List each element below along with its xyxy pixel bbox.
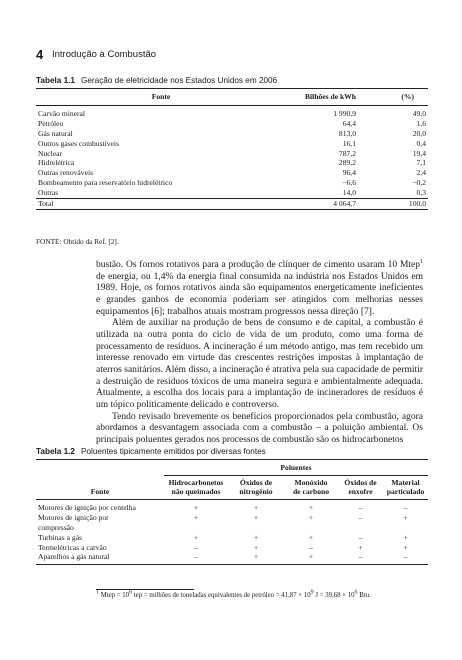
table-row xyxy=(36,105,428,118)
table-row xyxy=(36,543,428,553)
cell-value: + xyxy=(403,542,408,552)
table-row xyxy=(36,149,428,159)
cell-source: Aparelhos a gás natural xyxy=(36,552,164,564)
cell-source: Motores de ignição por centelha xyxy=(38,502,136,512)
cell-value: + xyxy=(358,542,363,552)
cell-value: – xyxy=(164,552,228,564)
table-1-label: Tabela 1.1 xyxy=(36,76,75,85)
group-header-poluentes: Poluentes xyxy=(164,460,428,476)
header-line: Óxidos de xyxy=(344,477,377,487)
table-row xyxy=(36,188,428,198)
table-row xyxy=(36,178,428,188)
footnote-divider xyxy=(96,589,194,590)
cell-value: + xyxy=(193,512,199,522)
table-1-caption xyxy=(36,76,277,85)
cell-value: + xyxy=(193,532,199,542)
paragraph-pollution: Tendo revisado brevemente os benefícios proporcionados pela combustão, agora abordamos a desvantagem associada com a combustão – a poluição ambiental. Os principais poluentes gerados nos processos de combustão são os hidrocarbonetos xyxy=(96,411,423,445)
cell-value: – xyxy=(383,552,428,564)
table-1-source: FONTE: Obtido da Ref. [2]. xyxy=(36,237,119,246)
cell-percent: 0,4 xyxy=(416,138,426,148)
cell-value: + xyxy=(403,512,408,522)
table-row xyxy=(36,158,428,168)
footnote-text: Btu. xyxy=(357,592,371,599)
table-2-caption xyxy=(36,447,266,456)
cell-value: – xyxy=(358,512,363,522)
cell-kwh: 96,4 xyxy=(342,168,356,178)
cell-kwh: 14,0 xyxy=(342,188,356,198)
cell-kwh: 289,2 xyxy=(338,158,356,168)
cell-total-label: Total xyxy=(36,199,286,210)
cell-value: + xyxy=(253,542,259,552)
header-line: Hidrocarbonetos xyxy=(168,477,224,487)
cell-source xyxy=(36,513,164,533)
cell-percent: 1,6 xyxy=(416,118,426,128)
cell-source: Termelétricas a carvão xyxy=(38,542,107,552)
cell-kwh: 787,2 xyxy=(338,148,356,158)
cell-source: Turbinas a gás xyxy=(38,532,83,542)
cell-value: – xyxy=(358,502,363,512)
footnote xyxy=(96,589,371,599)
footnote-exponent: 6 xyxy=(354,589,358,596)
cell-kwh: −6,6 xyxy=(342,178,356,188)
col-header-hydrocarbons xyxy=(164,475,228,499)
source-line: Motores de ignição por xyxy=(38,512,109,522)
header-line: nitrogênio xyxy=(239,487,273,497)
table-1-header-row xyxy=(36,89,428,106)
table-row xyxy=(36,513,428,533)
cell-source: Hidrelétrica xyxy=(38,158,75,168)
footnote-ref: 1 xyxy=(420,258,423,265)
cell-source: Outras renováveis xyxy=(38,168,94,178)
cell-value: + xyxy=(253,512,259,522)
cell-percent: 2,4 xyxy=(416,168,426,178)
body-text xyxy=(96,260,423,447)
cell-value: – xyxy=(358,532,363,542)
header-spacer xyxy=(36,460,164,476)
header-line: Óxidos de xyxy=(239,477,273,487)
cell-kwh: 813,0 xyxy=(338,128,356,138)
cell-source: Outros gases combustíveis xyxy=(38,138,119,148)
col-header-fonte: Fonte xyxy=(90,487,110,497)
col-header-particulate xyxy=(383,475,428,499)
running-head: Introdução à Combustão xyxy=(52,49,157,60)
page-number: 4 xyxy=(36,47,44,62)
cell-value: + xyxy=(228,552,284,564)
cell-value: – xyxy=(338,552,383,564)
cell-value: + xyxy=(308,512,314,522)
table-2-title: Poluentes tipicamente emitidos por diversas fontes xyxy=(81,447,266,456)
cell-value: – xyxy=(403,502,408,512)
paragraph-incineration: Além de auxiliar na produção de bens de consumo e de capital, a combustão é utilizada na outra ponta do ciclo de vida de um produto, como uma forma de processamento de resíduos. A incineração é um método antigo, mas tem recebido um interesse renovado em virtude das crescentes restrições impostas à implantação de aterros sanitários. Além disso, a incineração é atrativa pela sua capacidade de permitir a destruição de resíduos tóxicos de uma maneira segura e ambientalmente adequada. Atualmente, a escolha dos locais para a implantação de incineradores de resíduos é um tópico politicamente delicado e controverso. xyxy=(96,318,423,410)
table-row xyxy=(36,119,428,129)
header-line: Material xyxy=(391,477,420,487)
cell-value: + xyxy=(253,532,259,542)
col-header-sox xyxy=(338,475,383,499)
table-row xyxy=(36,129,428,139)
cell-kwh: 16,1 xyxy=(342,138,356,148)
cell-value: – xyxy=(309,542,313,552)
cell-source: Outras xyxy=(38,188,59,198)
cell-percent: 20,0 xyxy=(412,128,426,138)
table-row xyxy=(36,499,428,512)
table-2-label: Tabela 1.2 xyxy=(36,447,75,456)
cell-source: Gás natural xyxy=(38,128,73,138)
table-row xyxy=(36,533,428,543)
cell-value: + xyxy=(284,552,338,564)
cell-source: Bombeamento para reservatório hidrelétrico xyxy=(38,178,173,188)
table-2-group-header-row xyxy=(36,460,428,476)
cell-percent: 0,3 xyxy=(416,188,426,198)
cell-value: + xyxy=(308,502,314,512)
footnote-text: J = 39,68 × 10 xyxy=(313,592,355,599)
footnote-text: Mtep = 10 xyxy=(99,592,130,599)
cell-total-percent: 100,0 xyxy=(358,199,428,210)
footnote-exponent: 6 xyxy=(129,589,133,596)
cell-percent: 7,1 xyxy=(416,158,426,168)
running-header xyxy=(36,47,436,63)
table-electricity-generation xyxy=(36,88,428,210)
cell-value: + xyxy=(193,502,199,512)
col-header-percent: (%) xyxy=(401,92,414,101)
cell-value: – xyxy=(194,542,198,552)
header-line: enxofre xyxy=(348,487,373,497)
header-line: Monóxido xyxy=(294,477,328,487)
col-header-fonte: Fonte xyxy=(151,92,171,101)
table-1-title: Geração de eletricidade nos Estados Unidos em 2006 xyxy=(81,76,278,85)
table-row xyxy=(36,552,428,564)
cell-value: + xyxy=(253,502,259,512)
table-row xyxy=(36,168,428,178)
cell-percent: −0,2 xyxy=(412,178,426,188)
cell-percent: 19,4 xyxy=(412,148,426,158)
col-header-co xyxy=(284,475,338,499)
table-row xyxy=(36,139,428,149)
header-line: não queimados xyxy=(171,487,221,497)
cell-source: Petróleo xyxy=(38,118,64,128)
cell-percent: 49,0 xyxy=(412,108,426,118)
cell-value: + xyxy=(308,532,314,542)
col-header-nox xyxy=(228,475,284,499)
footnote-mark: 1 xyxy=(96,589,99,596)
cell-source: Carvão mineral xyxy=(38,108,86,118)
paragraph-kilns xyxy=(96,260,423,318)
table-pollutants xyxy=(36,459,428,565)
footnote-text: tep = milhões de toneladas equivalentes de petróleo = 41,87 × 10 xyxy=(132,592,311,599)
cell-kwh: 1 990,9 xyxy=(333,108,356,118)
header-line: de carbono xyxy=(292,487,330,497)
paragraph-text: bustão. Os fornos rotativos para a produção de clínquer de cimento usaram 10 Mtep xyxy=(96,260,420,270)
cell-source: Nuclear xyxy=(38,148,63,158)
header-line: particulado xyxy=(386,487,425,497)
col-header-kwh: Bilhões de kWh xyxy=(304,92,356,101)
table-total-row xyxy=(36,199,428,210)
paragraph-text: de energia, ou 1,4% da energia final consumida na indústria nos Estados Unidos em 1989. Hoje, os fornos rotativos ainda são equipamentos energeticamente ineficientes e grandes ganhos de economia poderiam ser atingidos com melhorias nesses equipamentos [6]; trabalhos atuais mostram progressos nessa direção [7]. xyxy=(96,271,423,317)
footnote-exponent: 9 xyxy=(310,589,314,596)
cell-total-kwh: 4 064,7 xyxy=(286,199,358,210)
table-2-header-row xyxy=(36,475,428,499)
cell-value: + xyxy=(403,532,408,542)
source-line: compressão xyxy=(38,522,74,532)
cell-kwh: 64,4 xyxy=(342,118,356,128)
